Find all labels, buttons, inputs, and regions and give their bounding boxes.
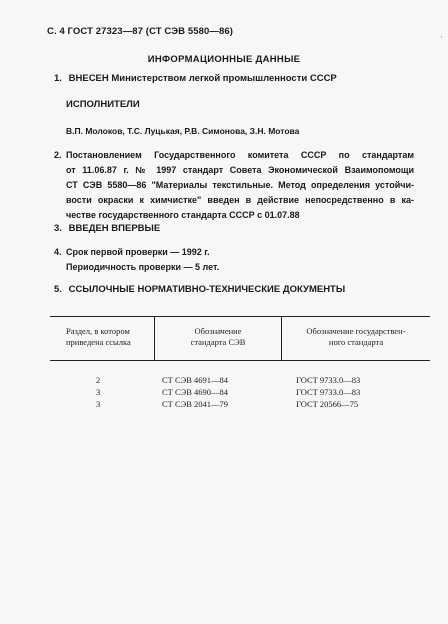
section-2-number: 2.: [54, 150, 62, 160]
table-row-3-sev: СТ СЭВ 2041—79: [162, 399, 229, 409]
executors-title: ИСПОЛНИТЕЛИ: [66, 99, 140, 110]
section-4-line-2: Периодичность проверки — 5 лет.: [66, 262, 220, 272]
section-1-number: 1.: [54, 73, 62, 84]
table-top-rule: [50, 316, 430, 317]
table-header-gost-line-1: Обозначение государствен-: [306, 326, 406, 336]
table-header-gost: [284, 326, 428, 348]
table-col-divider-1: [154, 316, 155, 360]
table-row-3-gost: ГОСТ 20566—75: [296, 399, 359, 409]
table-header-section-line-1: Раздел, в котором: [66, 326, 130, 336]
section-4-line-1: [54, 245, 219, 260]
section-1-text: ВНЕСЕН Министерством легкой промышленности СССР: [68, 73, 337, 84]
table-header-sev: [156, 326, 280, 348]
table-row-2-sev: СТ СЭВ 4690—84: [162, 387, 229, 397]
section-5-text: ССЫЛОЧНЫЕ НОРМАТИВНО-ТЕХНИЧЕСКИЕ ДОКУМЕНТЫ: [68, 284, 346, 295]
executors-names: В.П. Молоков, Т.С. Луцькая, Р.В. Симонова, З.Н. Мотова: [66, 126, 300, 136]
section-5-number: 5.: [54, 284, 62, 295]
section-2-line-2: от 11.06.87 г. № 1997 стандарт Совета Экономической Взаимопомощи: [66, 165, 414, 175]
section-1: [54, 73, 337, 84]
section-2-line-3: СТ СЭВ 5580—86 "Материалы текстильные. Метод определения устойчи-: [66, 180, 414, 190]
section-2-line-5: честве государственного стандарта СССР с 01.07.88: [66, 210, 300, 220]
page-title: ИНФОРМАЦИОННЫЕ ДАННЫЕ: [147, 54, 301, 65]
section-4-number: 4.: [54, 247, 62, 257]
section-4-line-1-text: Срок первой проверки — 1992 г.: [66, 247, 210, 257]
page-header: С. 4 ГОСТ 27323—87 (СТ СЭВ 5580—86): [47, 26, 233, 37]
table-col-divider-2: [281, 316, 282, 360]
table-row-3-section: 3: [96, 399, 101, 409]
table-row-2-section: 3: [96, 387, 101, 397]
section-5: [54, 284, 345, 295]
table-header-section: [66, 326, 152, 348]
section-2-line-1-text: Постановлением Государственного комитета СССР по стандартам: [66, 150, 414, 160]
section-3-text: ВВЕДЕН ВПЕРВЫЕ: [68, 223, 161, 234]
section-2-line-1: [54, 148, 414, 163]
section-4: [54, 245, 219, 275]
table-row-1-gost: ГОСТ 9733.0—83: [296, 375, 361, 385]
table-row-1-sev: СТ СЭВ 4691—84: [162, 375, 229, 385]
section-3: [54, 223, 160, 234]
table-header-sev-line-1: Обозначение: [194, 326, 242, 336]
table-row-2-gost: ГОСТ 9733.0—83: [296, 387, 361, 397]
table-header-gost-line-2: ного стандарта: [328, 337, 384, 347]
section-3-number: 3.: [54, 223, 62, 234]
table-header-section-line-2: приведена ссылка: [66, 337, 131, 347]
table-header-sev-line-2: стандарта СЭВ: [190, 337, 246, 347]
table-row-1-section: 2: [96, 375, 101, 385]
section-2: [54, 148, 414, 223]
corner-mark: ': [440, 36, 442, 43]
table-header-rule: [50, 360, 430, 361]
section-2-line-4: вости окраски к химчистке" введен в действие непосредственно в ка-: [66, 195, 414, 205]
